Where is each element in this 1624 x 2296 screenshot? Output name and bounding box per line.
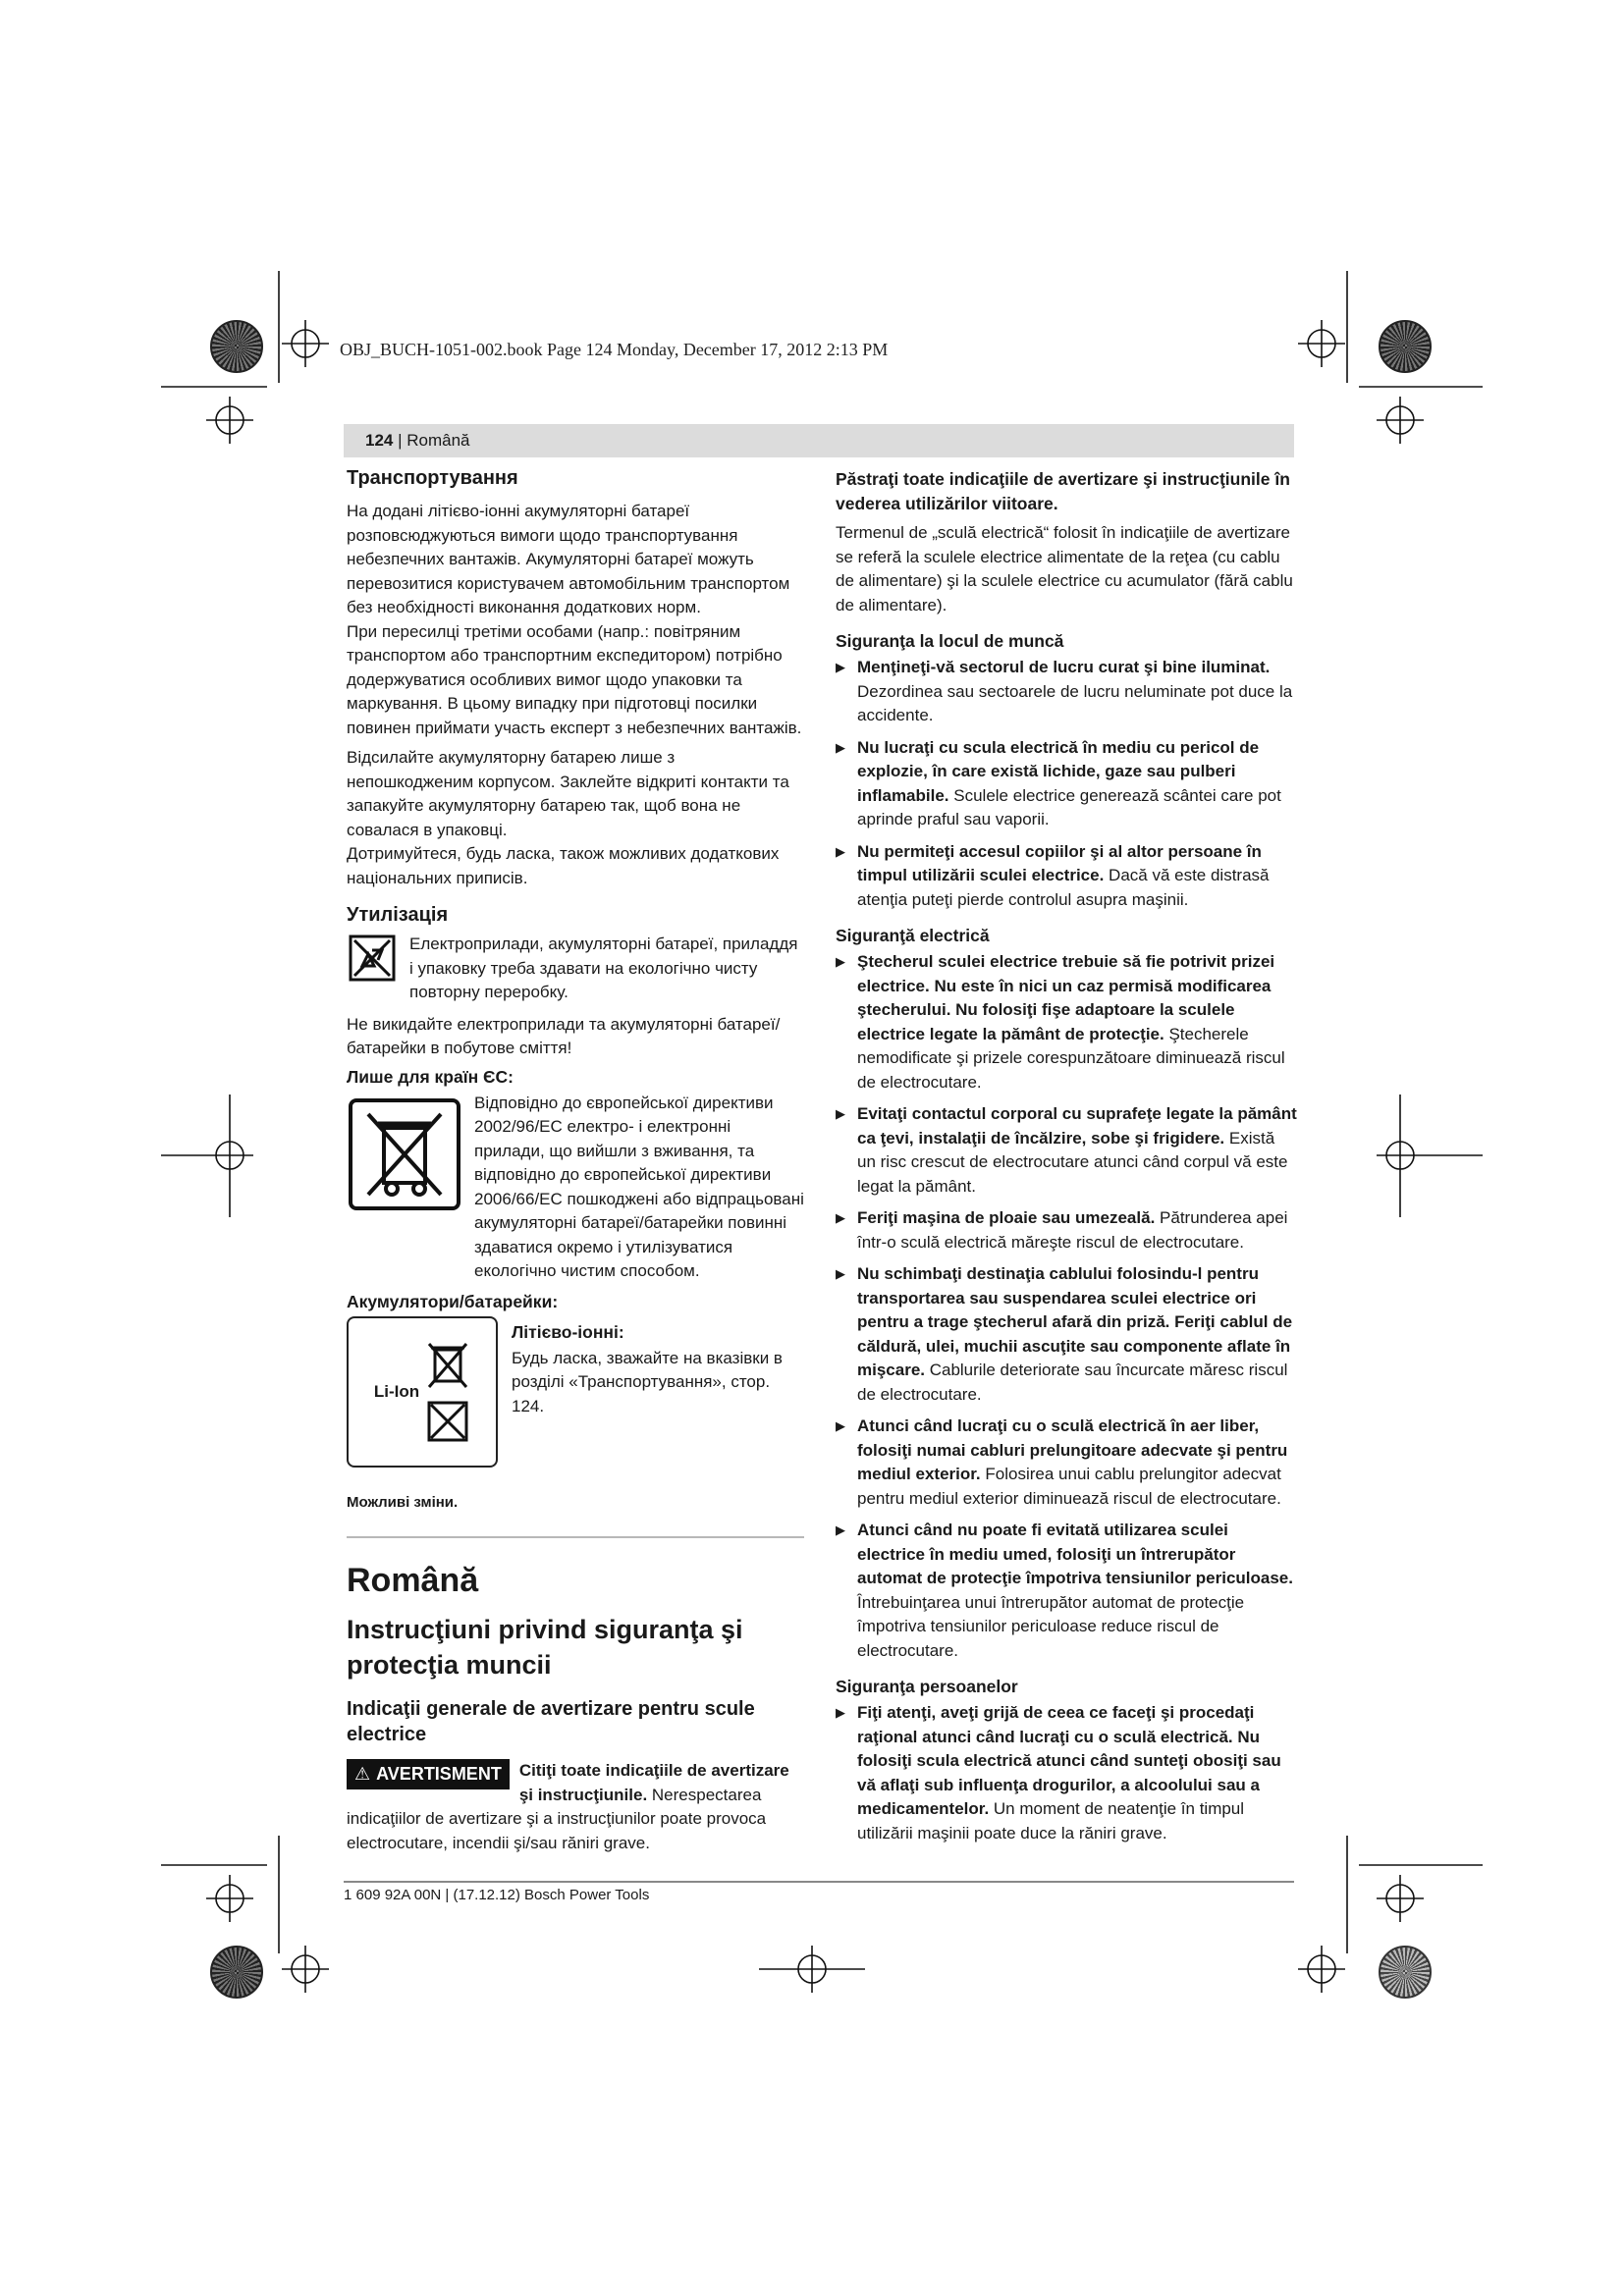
disposal-icon-text: Електроприлади, акумуляторні батареї, приладдя і упаковку треба здавати на екологічно чисту повторну переробку. (409, 934, 798, 1001)
work-item: ▶ Menţineţi-vă sectorul de lucru curat şi bine iluminat. Dezordinea sau sectoarele de lucru neluminate pot duce la accidente. (836, 656, 1297, 728)
changes-note: Можливі зміни. (347, 1493, 459, 1511)
term-paragraph: Termenul de „sculă electrică“ folosit în indicaţiile de avertizare se referă la sculele electrice alimentate de la reţea (cu cablu de alimentare) şi la sculele electrice cu acumulator (fără cablu de alimentare). (836, 523, 1293, 614)
personal-safety-list (836, 1701, 1297, 1845)
keep-instructions: Păstraţi toate indicaţiile de avertizare şi instrucţiunile în vederea utilizărilor viitoare. (836, 469, 1290, 513)
liion-text-block (512, 1316, 804, 1425)
recycle-box-crossed-icon (425, 1399, 470, 1444)
disposal-title: Утилізація (347, 904, 449, 926)
eu-row (347, 1092, 804, 1284)
warning-block (347, 1759, 804, 1855)
work-area-list (836, 656, 1297, 912)
footer-text: 1 609 92A 00N | (17.12.12) Bosch Power Tools (344, 1887, 650, 1903)
right-column (836, 467, 1297, 1853)
eu-title: Лише для країн ЄС: (347, 1066, 514, 1087)
book-info: OBJ_BUCH-1051-002.book Page 124 Monday, December 17, 2012 2:13 PM (340, 340, 889, 359)
liion-row (347, 1316, 804, 1468)
header-section: Română (406, 431, 470, 450)
liion-text: Будь ласка, зважайте на вказівки в розділі «Транспортування», стор. 124. (512, 1348, 783, 1415)
battery-title: Акумулятори/батарейки: (347, 1291, 559, 1311)
language-title: Română (347, 1562, 479, 1599)
transport-paragraph-1: На додані літієво-іонні акумуляторні батареї розповсюджуються вимоги щодо транспортування небезпечних вантажів. Акумуляторні батареї можуть перевозитися користувачем автомобільним транспортом без необхідності виконання додаткових норм. (347, 502, 790, 616)
work-area-title: Siguranţa la locul de muncă (836, 631, 1064, 651)
warning-bold-text: Citiţi toate indicaţiile de avertizare şi instrucţiunile. (518, 1761, 789, 1804)
electrical-item: ▶ Feriţi maşina de ploaie sau umezeală. Pătrunderea apei într-o sculă electrică măreşte riscul de electrocutare. (836, 1206, 1297, 1255)
electrical-item: ▶ Atunci când lucraţi cu o sculă electrică în aer liber, folosiţi numai cabluri prelungitoare adecvate şi pentru mediul exterior. Folosirea unui cablu prelungitor adecvat pentru mediul exterior diminuează riscul de electrocutare. (836, 1415, 1297, 1511)
disposal-row (347, 933, 804, 1005)
liion-sub-title: Літієво-іонні: (512, 1321, 624, 1342)
warning-badge (347, 1759, 510, 1789)
wheelie-bin-crossed-icon (347, 1095, 462, 1213)
header-separator: | (393, 431, 407, 450)
liion-icons (425, 1340, 470, 1444)
page-number: 124 (365, 431, 394, 450)
electrical-item: ▶ Atunci când nu poate fi evitată utilizarea sculei electrice în mediu umed, folosiţi un întrerupător automat de protecţie împotriva tensiunilor periculoase. Întrebuinţarea unui întrerupător automat de protecţie împotriva tensiunilor periculoase reduce riscul de electrocutare. (836, 1519, 1297, 1663)
eu-text: Відповідно до європейської директиви 2002/96/EC електро- і електронні прилади, що вийшли з вживання, та відповідно до європейської директиви 2006/66/EC пошкоджені або відпрацьовані акумуляторні батареї/батарейки повинні здаватися окремо і утилізуватися екологічно чистим способом. (474, 1093, 804, 1280)
electrical-item: ▶ Nu schimbaţi destinaţia cablului folosindu-l pentru transportarea sau suspendarea sculei electrice ori pentru a trage ştecherul afară din priză. Feriţi cablul de căldură, ulei, muchii ascuţite sau componente aflate în mişcare. Cablurile deteriorate sau încurcate măresc riscul de electrocutare. (836, 1262, 1297, 1407)
page-header (344, 424, 1294, 457)
transport-title: Транспортування (347, 467, 518, 489)
work-item: ▶ Nu lucraţi cu scula electrică în mediu cu pericol de explozie, în care există lichide, gaze sau pulberi inflamabile. Sculele electrice generează scântei care pot aprinde praful sau vaporii. (836, 736, 1297, 832)
personal-item: ▶ Fiţi atenţi, aveţi grijă de ceea ce faceţi şi procedaţi raţional atunci când lucraţi cu o sculă electrică. Nu folosiţi scula electrică atunci când sunteţi obosiţi sau vă aflaţi sub influenţa drogurilor, a alcoolului sau a medicamentelor. Un moment de neatenţie în timpul utilizării maşinii poate duce la răniri grave. (836, 1701, 1297, 1845)
safety-title: Instrucţiuni privind siguranţa şi protecţia muncii (347, 1615, 743, 1680)
disposal-paragraph: Не викидайте електроприлади та акумуляторні батареї/батарейки в побутове сміття! (347, 1014, 781, 1057)
liion-symbol-box (347, 1316, 498, 1468)
personal-safety-title: Siguranţa persoanelor (836, 1677, 1018, 1696)
recycle-crossed-icon (347, 933, 398, 984)
general-warnings-title: Indicaţii generale de avertizare pentru scule electrice (347, 1698, 755, 1745)
warning-triangle-icon: ⚠ (354, 1764, 371, 1784)
left-column (347, 467, 804, 1855)
electrical-item: ▶ Evitaţi contactul corporal cu suprafeţe legate la pământ ca ţevi, instalaţii de încălzire, sobe şi frigidere. Există un risc crescut de electrocutare atunci când corpul vă este legat la pământ. (836, 1102, 1297, 1199)
transport-paragraph-4: Дотримуйтеся, будь ласка, також можливих додаткових національних приписів. (347, 844, 780, 887)
work-item: ▶ Nu permiteţi accesul copiilor şi al altor persoane în timpul utilizării sculei electrice. Dacă vă este distrasă atenţia puteţi pierde controlul asupra maşinii. (836, 840, 1297, 913)
section-divider (347, 1536, 804, 1538)
electrical-safety-title: Siguranţă electrică (836, 926, 990, 945)
battery-bin-crossed-icon (425, 1340, 470, 1391)
transport-paragraph-3: Відсилайте акумуляторну батарею лише з непошкодженим корпусом. Заклейте відкриті контакти та запакуйте акумуляторну батарею так, щоб вона не совалася в упаковці. (347, 748, 789, 839)
warning-badge-label: AVERTISMENT (376, 1764, 502, 1784)
warning-text: Nerespectarea indicaţiilor de avertizare şi a instrucţiunilor poate provoca electrocutare, incendii şi/sau răniri grave. (347, 1785, 767, 1852)
electrical-safety-list (836, 950, 1297, 1663)
footer-rule (344, 1881, 1294, 1883)
liion-label: Li-Ion (373, 1381, 420, 1401)
electrical-item: ▶ Ştecherul sculei electrice trebuie să fie potrivit prizei electrice. Nu este în nici un caz permisă modificarea ştecherului. Nu folosiţi fişe adaptoare la sculele electrice legate la pământ de protecţie. Ştecherele nemodificate şi prizele corespunzătoare diminuează riscul de electrocutare. (836, 950, 1297, 1095)
transport-paragraph-2: При пересилці третіми особами (напр.: повітряним транспортом або транспортним експедитором) потрібно додержуватися особливих вимог щодо упаковки та маркування. В цьому випадку при підготовці посилки повинен приймати участь експерт з небезпечних вантажів. (347, 621, 802, 737)
